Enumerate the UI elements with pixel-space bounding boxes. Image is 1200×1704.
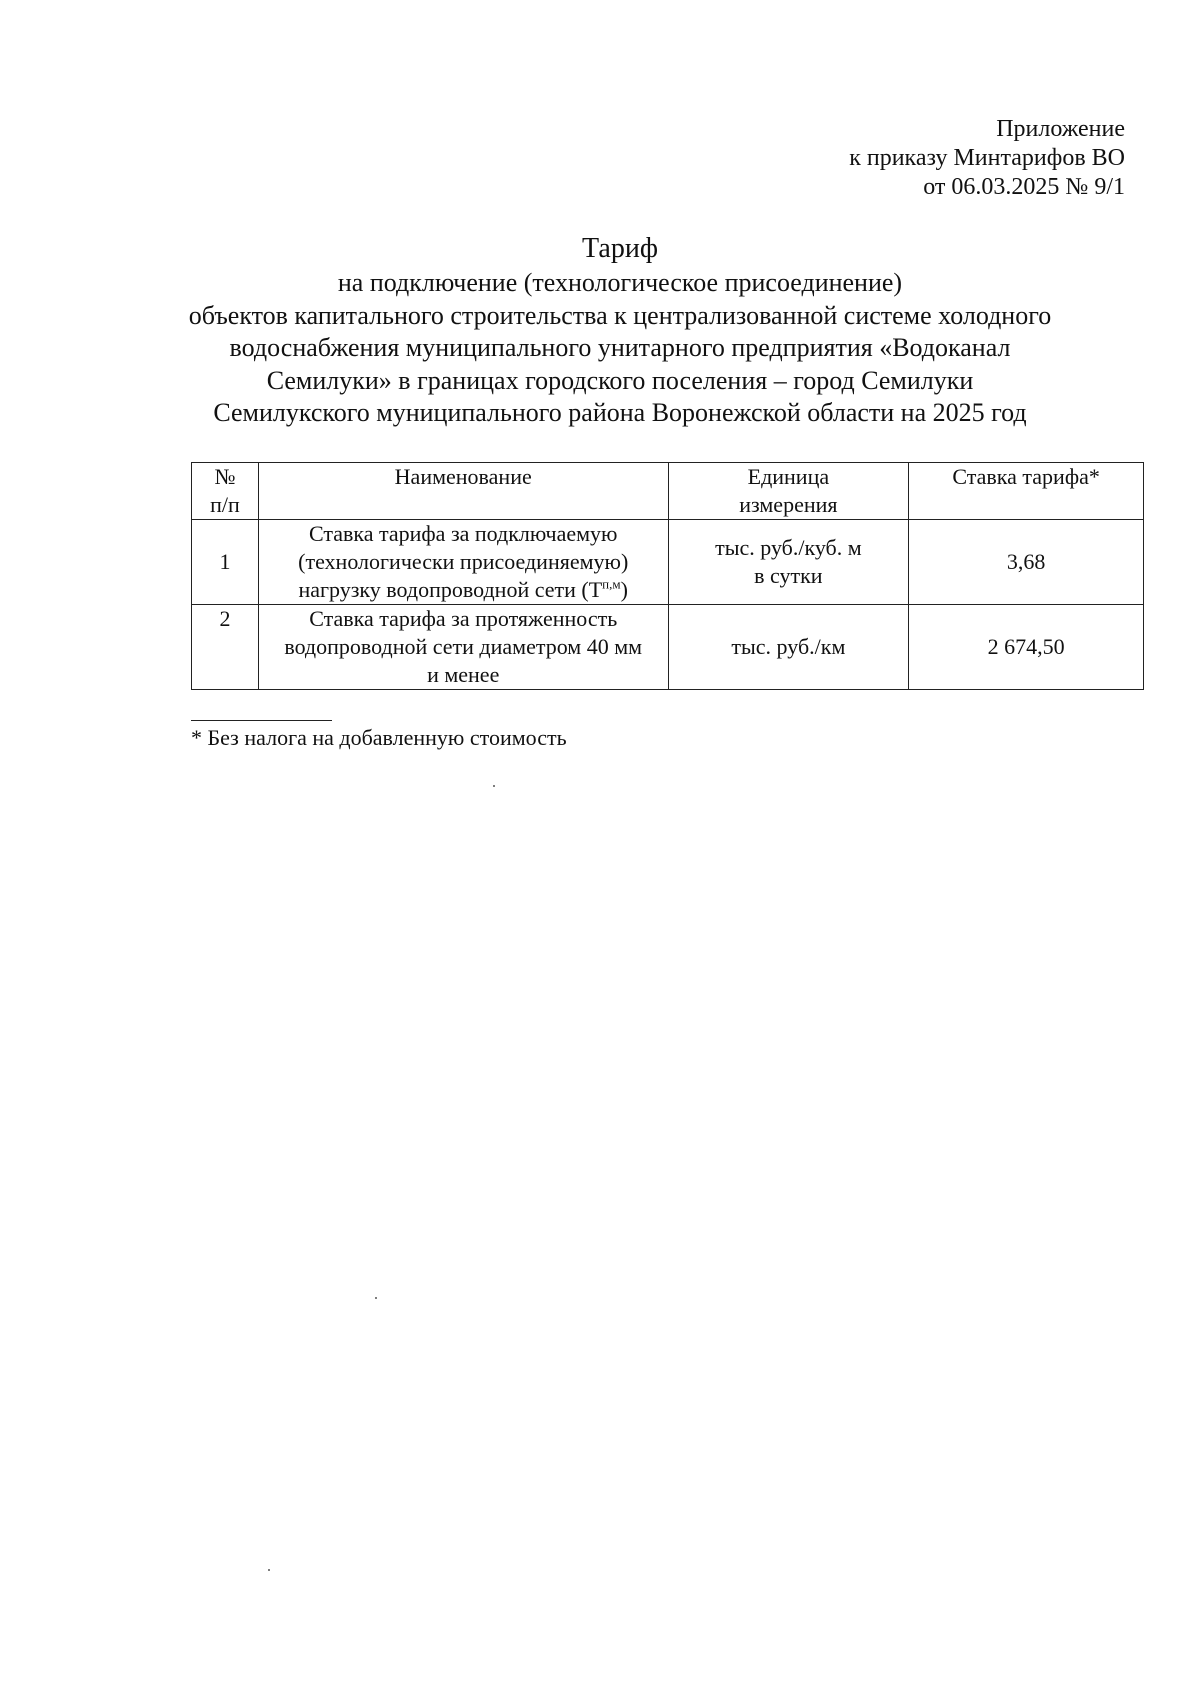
row-name-line: и менее xyxy=(427,662,500,687)
table-row xyxy=(192,605,1144,690)
row-name-line: водопроводной сети диаметром 40 мм xyxy=(284,634,643,659)
row-unit-line: тыс. руб./куб. м xyxy=(715,535,862,560)
row-number: 1 xyxy=(192,520,259,605)
tariff-table xyxy=(191,462,1144,690)
row-name-line xyxy=(263,576,664,604)
header-rate: Ставка тарифа* xyxy=(909,463,1144,520)
row-unit: тыс. руб./км xyxy=(668,605,909,690)
row-rate: 3,68 xyxy=(909,520,1144,605)
header-unit xyxy=(668,463,909,520)
table-row xyxy=(192,520,1144,605)
row-name-line: Ставка тарифа за протяженность xyxy=(309,606,618,631)
document-title xyxy=(120,233,1120,430)
footnote: * Без налога на добавленную стоимость xyxy=(191,725,567,750)
row-unit-line: в сутки xyxy=(754,563,823,588)
row-name-close: ) xyxy=(620,577,628,602)
appendix-order: к приказу Минтарифов ВО xyxy=(849,145,1125,171)
scan-speck xyxy=(375,1297,377,1299)
title-line: Семилукского муниципального района Воронежской области на 2025 год xyxy=(213,398,1027,427)
row-name xyxy=(258,605,668,690)
row-name-line: (технологически присоединяемую) xyxy=(298,549,629,574)
row-unit xyxy=(668,520,909,605)
title-line: на подключение (технологическое присоединение) xyxy=(337,268,903,297)
appendix-reference xyxy=(849,115,1125,202)
row-rate: 2 674,50 xyxy=(909,605,1144,690)
row-name xyxy=(258,520,668,605)
title-heading: Тариф xyxy=(582,233,658,264)
header-number-label: п/п xyxy=(210,492,240,517)
header-unit-line: измерения xyxy=(739,492,838,517)
title-line: водоснабжения муниципального унитарного предприятия «Водоканал xyxy=(229,333,1011,362)
row-number: 2 xyxy=(192,605,259,690)
footnote-divider xyxy=(191,720,332,721)
table-header-row xyxy=(192,463,1144,520)
row-name-text: нагрузку водопроводной сети (Т xyxy=(298,577,603,602)
title-line: объектов капитального строительства к централизованной системе холодного xyxy=(188,300,1052,330)
scan-speck xyxy=(493,785,495,787)
header-name: Наименование xyxy=(258,463,668,520)
header-number-symbol: № xyxy=(214,464,236,489)
appendix-label: Приложение xyxy=(996,116,1125,142)
title-line: Семилуки» в границах городского поселения – город Семилуки xyxy=(266,365,974,395)
header-number xyxy=(192,463,259,520)
scan-speck xyxy=(268,1569,270,1571)
row-name-superscript: п,м xyxy=(602,576,621,592)
appendix-date-number: от 06.03.2025 № 9/1 xyxy=(923,174,1125,200)
header-unit-line: Единица xyxy=(747,464,830,489)
row-name-line: Ставка тарифа за подключаемую xyxy=(308,521,618,546)
